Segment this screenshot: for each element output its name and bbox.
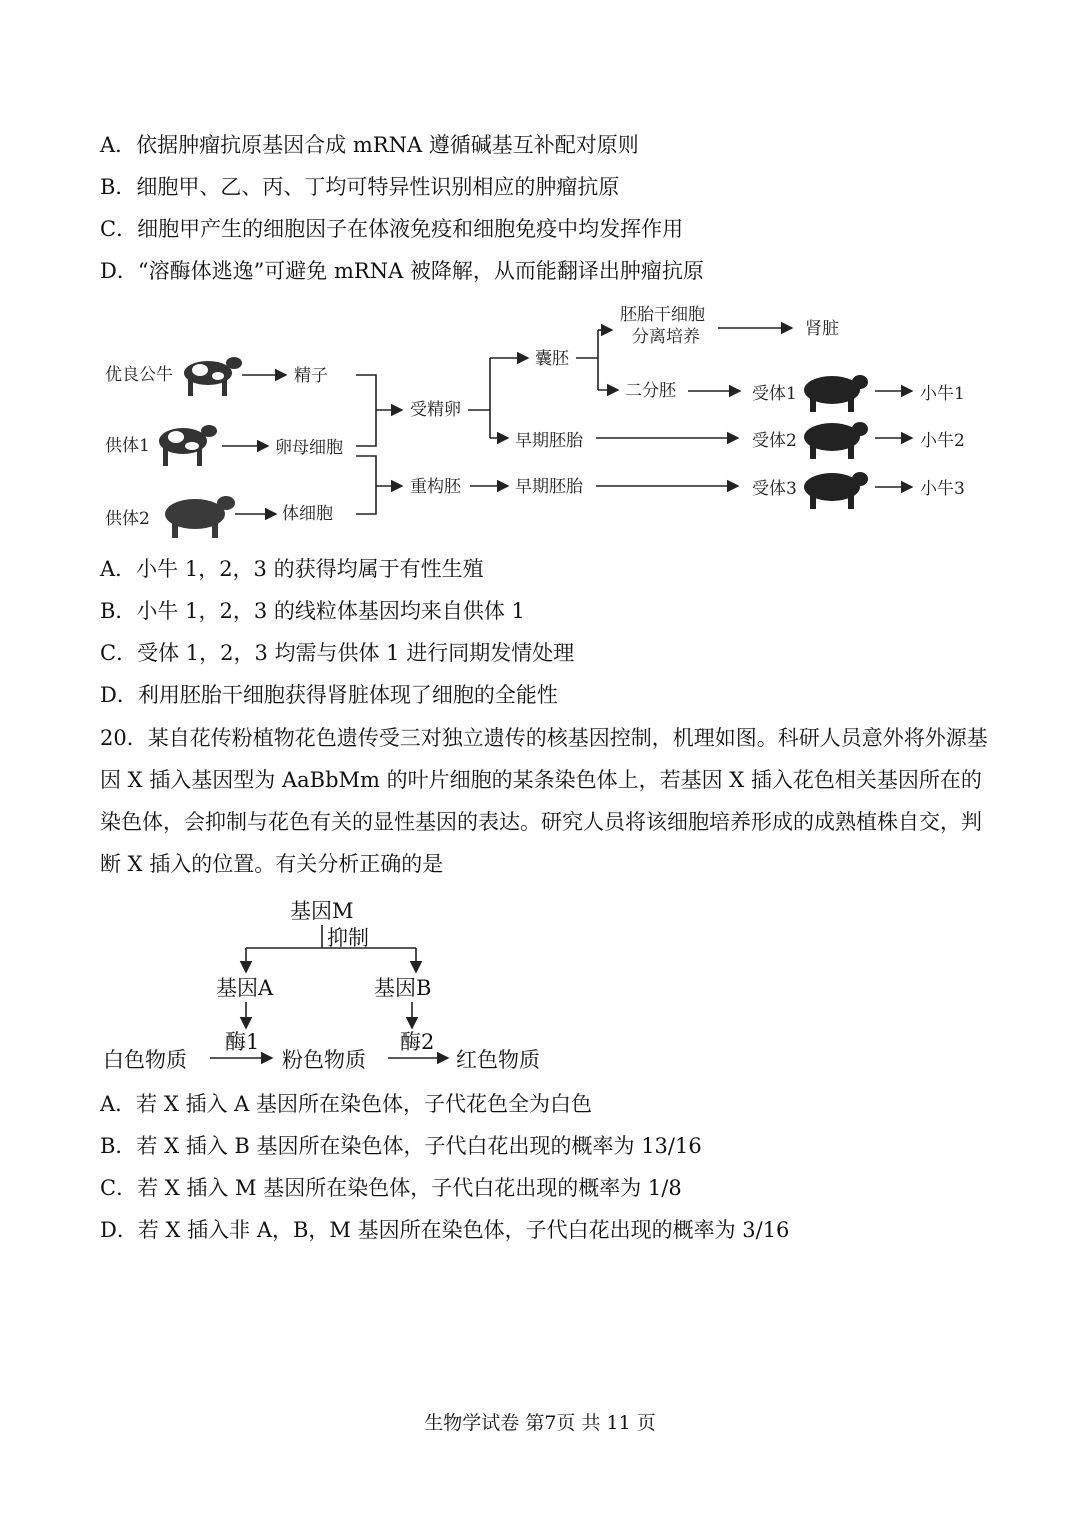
recipient-2: 受体2: [752, 431, 797, 451]
gene-a: 基因A: [216, 976, 274, 1000]
recipient-1: 受体1: [752, 384, 797, 404]
cow-icon-recipient2: [804, 422, 868, 459]
blastocyst-label: 囊胚: [535, 349, 569, 369]
enzyme-1: 酶1: [225, 1030, 260, 1054]
esc-label: 胚胎干细胞: [620, 305, 705, 325]
cow-icon-donor1: [159, 425, 217, 466]
q20-option-d: D．若 X 插入非 A，B，M 基因所在染色体，子代白花出现的概率为 3/16: [100, 1218, 790, 1242]
esc-culture-label: 分离培养: [632, 327, 700, 347]
page-footer: 生物学试卷 第7页 共 11 页: [424, 1412, 656, 1434]
q20-option-b: B．若 X 插入 B 基因所在染色体，子代白花出现的概率为 13/16: [100, 1134, 702, 1158]
early-embryo-2: 早期胚胎: [515, 477, 583, 497]
source-bull: 优良公牛: [105, 365, 173, 385]
cell-oocyte: 卵母细胞: [275, 438, 343, 458]
source-donor1: 供体1: [105, 436, 150, 456]
red-substance: 红色物质: [456, 1048, 540, 1072]
cow-icon-recipient1: [804, 375, 868, 412]
cow-icon-donor2: [165, 496, 235, 538]
calf-2: 小牛2: [920, 431, 965, 451]
recipient-3: 受体3: [752, 479, 797, 499]
calf-3: 小牛3: [920, 479, 965, 499]
option-d: D．“溶酶体逃逸”可避免 mRNA 被降解，从而能翻译出肿瘤抗原: [100, 259, 704, 283]
q20-option-a: A．若 X 插入 A 基因所在染色体，子代花色全为白色: [100, 1092, 592, 1116]
option-a: A．依据肿瘤抗原基因合成 mRNA 遵循碱基互补配对原则: [100, 133, 639, 157]
source-donor2: 供体2: [105, 509, 150, 529]
early-embryo-1: 早期胚胎: [515, 431, 583, 451]
option-a-2: A．小牛 1，2，3 的获得均属于有性生殖: [100, 557, 484, 581]
cow-icon-recipient3: [804, 472, 868, 509]
zygote-label: 受精卵: [410, 400, 461, 420]
reconstructed-label: 重构胚: [410, 477, 461, 497]
calf-1: 小牛1: [920, 384, 965, 404]
white-substance: 白色物质: [103, 1048, 187, 1072]
cow-icon-bull: [184, 357, 242, 396]
split-embryo-label: 二分胚: [625, 381, 676, 401]
option-d-2: D．利用胚胎干细胞获得肾脏体现了细胞的全能性: [100, 683, 558, 707]
option-b: B．细胞甲、乙、丙、丁均可特异性识别相应的肿瘤抗原: [100, 175, 620, 199]
kidney-label: 肾脏: [805, 319, 839, 339]
q20-option-c: C．若 X 插入 M 基因所在染色体，子代白花出现的概率为 1/8: [100, 1176, 682, 1200]
flower-color-pathway: [0, 890, 1080, 1085]
question-20-stem: 20．某自花传粉植物花色遗传受三对独立遗传的核基因控制，机理如图。科研人员意外将外源基因 X 插入基因型为 AaBbMm 的叶片细胞的某条染色体上，若基因 X 插入花色相关基因所在的染色体，会抑制与花色有关的显性基因的表达。研究人员将该细胞培养形成的成熟植株自交，判断 X 插入的位置。有关分析正确的是: [100, 726, 988, 876]
cell-somatic: 体细胞: [282, 504, 333, 524]
cattle-breeding-diagram: [0, 295, 1080, 550]
cell-sperm: 精子: [294, 366, 328, 386]
option-c: C．细胞甲产生的细胞因子在体液免疫和细胞免疫中均发挥作用: [100, 217, 684, 241]
enzyme-2: 酶2: [400, 1030, 435, 1054]
pink-substance: 粉色物质: [282, 1048, 366, 1072]
gene-m: 基因M: [290, 899, 354, 923]
inhibit-label: 抑制: [327, 926, 369, 950]
gene-b: 基因B: [374, 976, 432, 1000]
option-b-2: B．小牛 1，2，3 的线粒体基因均来自供体 1: [100, 599, 525, 623]
option-c-2: C．受体 1，2，3 均需与供体 1 进行同期发情处理: [100, 641, 575, 665]
